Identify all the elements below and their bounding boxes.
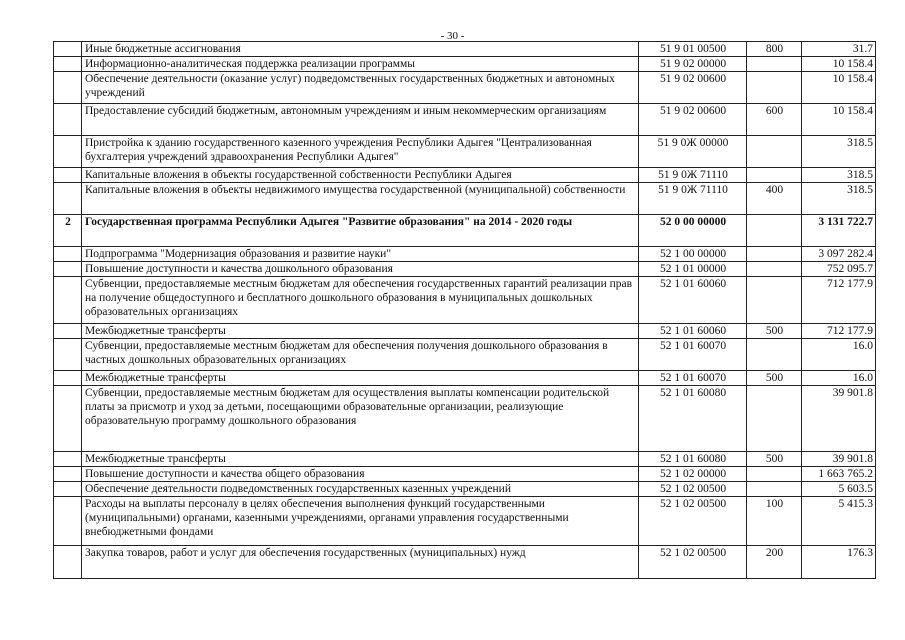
row-name: Субвенции, предоставляемые местным бюджетам для обеспечения получения дошкольного образования в частных дошкольных образовательных организациях bbox=[82, 339, 639, 371]
row-code: 52 1 00 00000 bbox=[639, 247, 747, 262]
row-amount: 16.0 bbox=[802, 371, 876, 386]
row-code: 52 0 00 00000 bbox=[639, 215, 747, 247]
row-expense-type bbox=[747, 386, 802, 452]
row-expense-type bbox=[747, 215, 802, 247]
row-code: 52 1 01 60080 bbox=[639, 386, 747, 452]
row-name: Субвенции, предоставляемые местным бюджетам для обеспечения государственных гарантий реализации прав на получение общедоступного и бесплатного дошкольного образования в муниципальных дошкольных образовательных организациях bbox=[82, 277, 639, 324]
row-code: 51 9 02 00000 bbox=[639, 57, 747, 72]
row-number bbox=[54, 57, 82, 72]
row-amount: 318.5 bbox=[802, 136, 876, 168]
row-amount: 752 095.7 bbox=[802, 262, 876, 277]
row-number bbox=[54, 42, 82, 57]
row-name: Субвенции, предоставляемые местным бюджетам для осуществления выплаты компенсации родительской платы за присмотр и уход за детьми, посещающими образовательные организации, реализующие образовательную программу дошкольного образования bbox=[82, 386, 639, 452]
row-code: 51 9 02 00600 bbox=[639, 104, 747, 136]
table-row bbox=[54, 546, 876, 579]
row-number bbox=[54, 371, 82, 386]
row-name: Капитальные вложения в объекты государственной собственности Республики Адыгея bbox=[82, 168, 639, 183]
row-code: 51 9 01 00500 bbox=[639, 42, 747, 57]
row-expense-type: 200 bbox=[747, 546, 802, 579]
row-name: Межбюджетные трансферты bbox=[82, 371, 639, 386]
row-amount: 318.5 bbox=[802, 168, 876, 183]
row-amount: 31.7 bbox=[802, 42, 876, 57]
table-row bbox=[54, 183, 876, 215]
row-amount: 5 415.3 bbox=[802, 497, 876, 546]
row-name: Предоставление субсидий бюджетным, автономным учреждениям и иным некоммерческим организациям bbox=[82, 104, 639, 136]
row-expense-type bbox=[747, 136, 802, 168]
table-row bbox=[54, 247, 876, 262]
row-amount: 3 097 282.4 bbox=[802, 247, 876, 262]
row-number bbox=[54, 277, 82, 324]
table-row bbox=[54, 42, 876, 57]
table-row bbox=[54, 72, 876, 104]
row-name: Иные бюджетные ассигнования bbox=[82, 42, 639, 57]
row-name: Пристройка к зданию государственного казенного учреждения Республики Адыгея "Централизованная бухгалтерия учреждений здравоохранения Республики Адыгея" bbox=[82, 136, 639, 168]
row-code: 52 1 01 60080 bbox=[639, 452, 747, 467]
row-number bbox=[54, 339, 82, 371]
row-name: Межбюджетные трансферты bbox=[82, 324, 639, 339]
budget-table-body bbox=[54, 42, 876, 579]
row-name: Обеспечение деятельности (оказание услуг) подведомственных государственных бюджетных и автономных учреждений bbox=[82, 72, 639, 104]
row-expense-type bbox=[747, 277, 802, 324]
row-name: Капитальные вложения в объекты недвижимого имущества государственной (муниципальной) собственности bbox=[82, 183, 639, 215]
row-expense-type bbox=[747, 262, 802, 277]
row-code: 52 1 01 60060 bbox=[639, 324, 747, 339]
row-code: 52 1 01 60070 bbox=[639, 339, 747, 371]
row-code: 52 1 02 00000 bbox=[639, 467, 747, 482]
row-amount: 1 663 765.2 bbox=[802, 467, 876, 482]
row-number bbox=[54, 72, 82, 104]
row-name: Повышение доступности и качества общего образования bbox=[82, 467, 639, 482]
table-row bbox=[54, 104, 876, 136]
row-name: Повышение доступности и качества дошкольного образования bbox=[82, 262, 639, 277]
budget-table bbox=[53, 41, 876, 579]
row-name: Подпрограмма "Модернизация образования и развитие науки" bbox=[82, 247, 639, 262]
row-amount: 10 158.4 bbox=[802, 72, 876, 104]
row-expense-type bbox=[747, 467, 802, 482]
row-name: Межбюджетные трансферты bbox=[82, 452, 639, 467]
row-number bbox=[54, 136, 82, 168]
page-number: - 30 - bbox=[440, 30, 465, 42]
row-expense-type: 600 bbox=[747, 104, 802, 136]
row-number bbox=[54, 168, 82, 183]
row-code: 52 1 02 00500 bbox=[639, 497, 747, 546]
row-expense-type: 500 bbox=[747, 371, 802, 386]
row-amount: 39 901.8 bbox=[802, 452, 876, 467]
row-name: Расходы на выплаты персоналу в целях обеспечения выполнения функций государственными (муниципальными) органами, казенными учреждениями, органами управления государственными внебюджетными фондами bbox=[82, 497, 639, 546]
row-code: 51 9 0Ж 71110 bbox=[639, 183, 747, 215]
row-expense-type bbox=[747, 72, 802, 104]
table-row bbox=[54, 339, 876, 371]
row-amount: 10 158.4 bbox=[802, 57, 876, 72]
table-row bbox=[54, 215, 876, 247]
row-code: 52 1 01 60070 bbox=[639, 371, 747, 386]
table-row bbox=[54, 324, 876, 339]
row-number bbox=[54, 546, 82, 579]
row-code: 51 9 0Ж 00000 bbox=[639, 136, 747, 168]
row-number bbox=[54, 247, 82, 262]
row-code: 51 9 02 00600 bbox=[639, 72, 747, 104]
table-row bbox=[54, 277, 876, 324]
row-expense-type: 500 bbox=[747, 324, 802, 339]
row-name: Государственная программа Республики Адыгея "Развитие образования" на 2014 - 2020 годы bbox=[82, 215, 639, 247]
row-amount: 16.0 bbox=[802, 339, 876, 371]
row-name: Обеспечение деятельности подведомственных государственных казенных учреждений bbox=[82, 482, 639, 497]
row-number bbox=[54, 262, 82, 277]
row-number: 2 bbox=[54, 215, 82, 247]
row-code: 52 1 02 00500 bbox=[639, 482, 747, 497]
row-amount: 176.3 bbox=[802, 546, 876, 579]
row-expense-type bbox=[747, 247, 802, 262]
row-number bbox=[54, 467, 82, 482]
row-number bbox=[54, 183, 82, 215]
row-number bbox=[54, 482, 82, 497]
row-amount: 39 901.8 bbox=[802, 386, 876, 452]
table-row bbox=[54, 497, 876, 546]
row-number bbox=[54, 386, 82, 452]
table-row bbox=[54, 168, 876, 183]
row-code: 52 1 01 00000 bbox=[639, 262, 747, 277]
table-row bbox=[54, 467, 876, 482]
row-amount: 10 158.4 bbox=[802, 104, 876, 136]
row-amount: 712 177.9 bbox=[802, 324, 876, 339]
row-expense-type: 400 bbox=[747, 183, 802, 215]
table-row bbox=[54, 136, 876, 168]
row-amount: 3 131 722.7 bbox=[802, 215, 876, 247]
table-row bbox=[54, 482, 876, 497]
row-expense-type bbox=[747, 482, 802, 497]
table-row bbox=[54, 57, 876, 72]
table-row bbox=[54, 386, 876, 452]
row-code: 52 1 01 60060 bbox=[639, 277, 747, 324]
row-expense-type bbox=[747, 339, 802, 371]
row-name: Информационно-аналитическая поддержка реализации программы bbox=[82, 57, 639, 72]
row-expense-type: 100 bbox=[747, 497, 802, 546]
table-row bbox=[54, 262, 876, 277]
row-code: 52 1 02 00500 bbox=[639, 546, 747, 579]
row-number bbox=[54, 452, 82, 467]
row-number bbox=[54, 324, 82, 339]
row-expense-type bbox=[747, 57, 802, 72]
table-row bbox=[54, 452, 876, 467]
row-expense-type bbox=[747, 168, 802, 183]
row-amount: 5 603.5 bbox=[802, 482, 876, 497]
row-expense-type: 800 bbox=[747, 42, 802, 57]
row-amount: 318.5 bbox=[802, 183, 876, 215]
row-number bbox=[54, 497, 82, 546]
row-name: Закупка товаров, работ и услуг для обеспечения государственных (муниципальных) нужд bbox=[82, 546, 639, 579]
row-code: 51 9 0Ж 71110 bbox=[639, 168, 747, 183]
table-row bbox=[54, 371, 876, 386]
row-number bbox=[54, 104, 82, 136]
row-expense-type: 500 bbox=[747, 452, 802, 467]
row-amount: 712 177.9 bbox=[802, 277, 876, 324]
